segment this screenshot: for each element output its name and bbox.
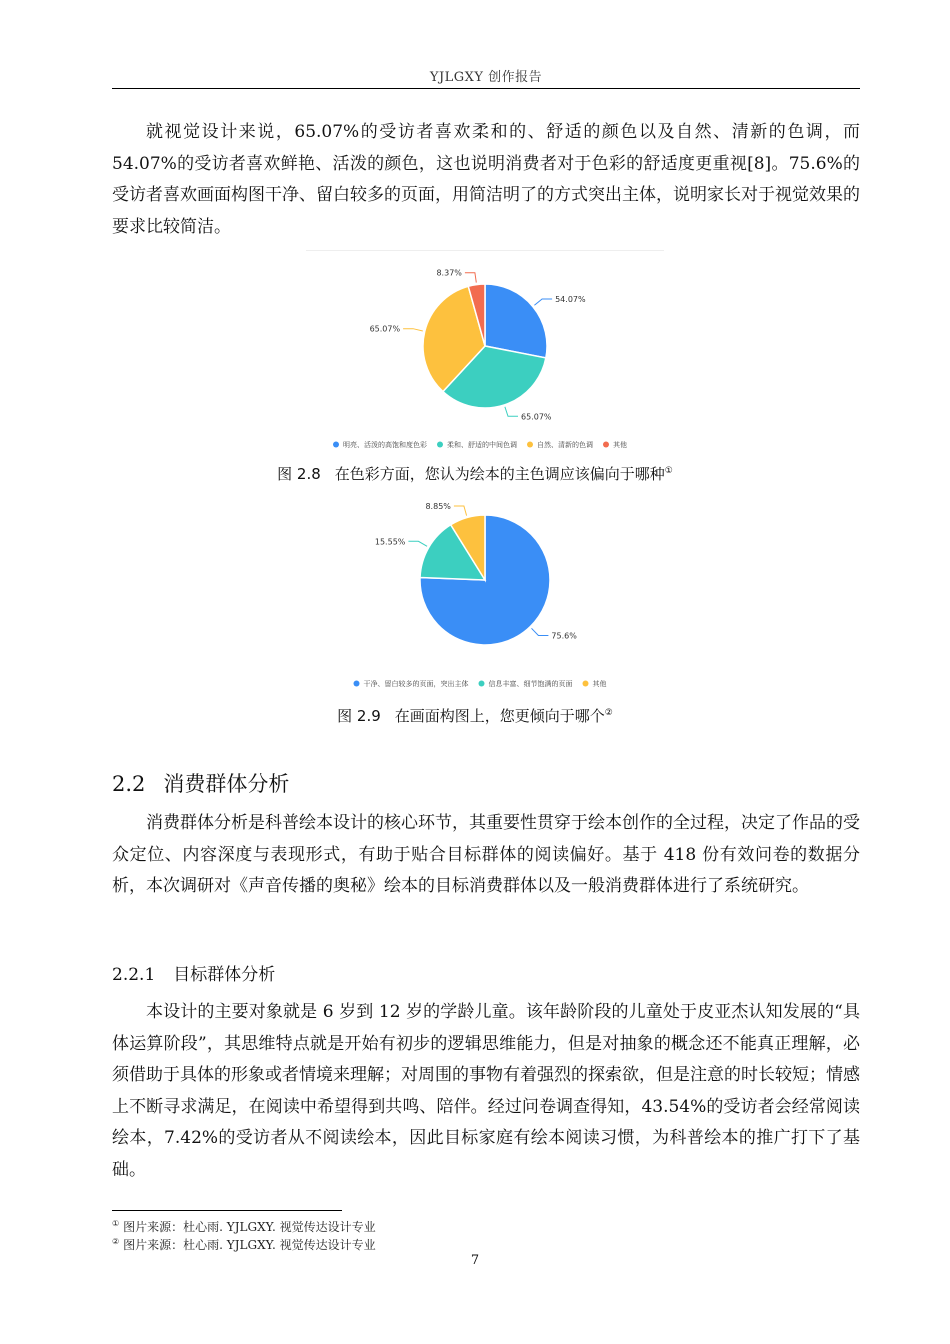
leader-line	[403, 329, 423, 331]
legend-label: 明亮、活泼的高饱和度色彩	[343, 441, 427, 449]
paragraph-visual-design: 就视觉设计来说，65.07%的受访者喜欢柔和的、舒适的颜色以及自然、清新的色调，而 54.07%的受访者喜欢鲜艳、活泼的颜色，这也说明消费者对于色彩的舒适度更重视[8]。75.6%的受访者喜欢画面构图干净、留白较多的页面，用简洁明了的方式突出主体，说明家长对于视觉效果的要求比较简洁。	[112, 122, 860, 237]
legend-marker	[583, 681, 589, 687]
leader-line	[505, 407, 518, 417]
section-title: 目标群体分析	[173, 965, 276, 985]
figure-caption-text: 在画面构图上，您更倾向于哪个	[394, 707, 605, 725]
legend-marker	[527, 442, 533, 448]
footnote-1	[112, 1218, 376, 1235]
legend-marker	[437, 442, 443, 448]
paragraph-consumer-analysis: 消费群体分析是科普绘本设计的核心环节，其重要性贯穿于绘本创作的全过程，决定了作品的受众定位、内容深度与表现形式，有助于贴合目标群体的阅读偏好。基于 418 份有效问卷的数据分析，本次调研对《声音传播的奥秘》绘本的目标消费群体以及一般消费群体进行了系统研究。	[112, 813, 860, 896]
data-label: 65.07%	[521, 412, 552, 422]
footnote-2	[112, 1236, 376, 1253]
legend-label: 干净、留白较多的页面，突出主体	[363, 680, 469, 688]
legend-label: 柔和、舒适的中间色调	[447, 441, 517, 449]
data-label: 8.37%	[436, 268, 462, 278]
footnote-mark: ①	[112, 1219, 120, 1228]
running-header: YJLGXY 创作报告	[429, 70, 543, 85]
leader-line	[532, 628, 549, 635]
legend-label: 其他	[613, 441, 627, 449]
page-number: 7	[470, 1253, 480, 1268]
section-heading-2-2	[112, 768, 289, 798]
legend-label: 其他	[592, 680, 607, 688]
data-label: 75.6%	[551, 631, 577, 641]
leader-line	[454, 506, 467, 516]
leader-line	[534, 299, 552, 305]
paragraph-target-group: 本设计的主要对象就是 6 岁到 12 岁的学龄儿童。该年龄阶段的儿童处于皮亚杰认知发展的“具体运算阶段”，其思维特点就是开始有初步的逻辑思维能力，但是对抽象的概念还不能真正理解，必须借助于具体的形象或者情境来理解；对周围的事物有着强烈的探索欲，但是注意的时长较短；情感上不断寻求满足，在阅读中希望得到共鸣、陪伴。经过问卷调查得知，43.54%的受访者会经常阅读绘本，7.42%的受访者从不阅读绘本，因此目标家庭有绘本阅读习惯，为科普绘本的推广打下了基础。	[112, 1002, 860, 1180]
data-label: 65.07%	[369, 324, 401, 334]
pie-slice	[485, 284, 547, 358]
pie-chart-color-preference	[306, 250, 664, 456]
section-number: 2.2.1	[112, 965, 156, 985]
legend-marker	[603, 442, 609, 448]
legend-marker	[333, 442, 339, 448]
legend-marker	[354, 681, 360, 687]
pie-chart-svg-2	[306, 490, 664, 695]
leader-line	[408, 541, 427, 546]
figure-note-mark: ②	[604, 708, 613, 718]
pie-chart-composition-preference	[306, 490, 664, 695]
figure-caption-text: 在色彩方面，您认为绘本的主色调应该偏向于哪种	[334, 465, 665, 483]
leader-line	[465, 273, 476, 283]
figure-number: 图 2.9	[337, 707, 381, 725]
header-rule	[112, 88, 860, 89]
figure-note-mark: ①	[664, 466, 673, 476]
footnote-text: 图片来源：杜心雨. YJLGXY. 视觉传达设计专业	[123, 1220, 376, 1234]
data-label: 8.85%	[425, 502, 451, 511]
pie-chart-svg-1	[306, 251, 664, 456]
footnote-rule	[112, 1210, 342, 1211]
legend-marker	[479, 681, 485, 687]
footnote-mark: ②	[112, 1237, 120, 1246]
section-heading-2-2-1	[112, 960, 275, 985]
section-number: 2.2	[112, 772, 146, 796]
data-label: 15.55%	[374, 537, 406, 547]
figure-caption-2-9	[0, 705, 950, 726]
legend-label: 自然、清新的色调	[537, 441, 593, 449]
figure-number: 图 2.8	[277, 465, 321, 483]
data-label: 54.07%	[555, 295, 586, 304]
figure-caption-2-8	[0, 463, 950, 484]
footnote-text: 图片来源：杜心雨. YJLGXY. 视觉传达设计专业	[123, 1238, 376, 1252]
legend-label: 信息丰富、细节饱满的页面	[488, 680, 573, 688]
section-title: 消费群体分析	[163, 772, 290, 796]
